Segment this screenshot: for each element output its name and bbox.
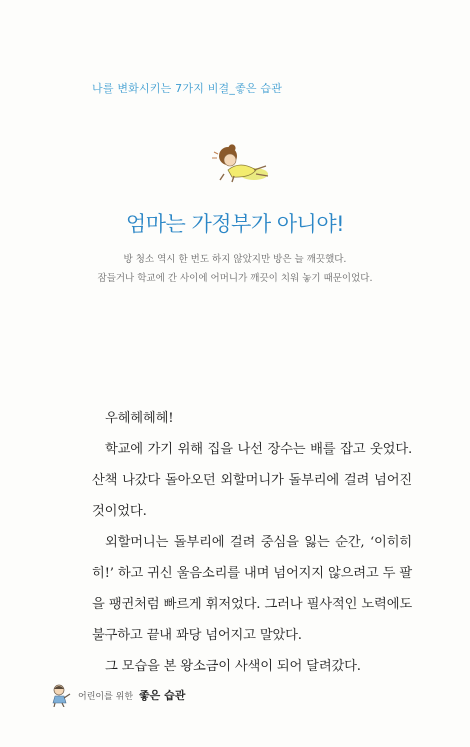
footer-book-title: 좋은 습관 [139, 689, 186, 702]
series-title: 나를 변화시키는 7가지 비결_좋은 습관 [92, 82, 283, 95]
paragraph: 학교에 가기 위해 집을 나선 장수는 배를 잡고 웃었다. 산책 나갔다 돌아오던 외할머니가 돌부리에 걸려 넘어진 것이었다. [92, 442, 412, 519]
paragraph: 외할머니는 돌부리에 걸려 중심을 잃는 순간, ‘이히히히!’ 하고 귀신 울음소리를 내며 넘어지지 않으려고 두 팔을 팽귄처럼 빠르게 휘저었다. 그러나 필사적인 노력에도 불구하고 끝내 꽈당 넘어지고 말았다. [92, 535, 412, 643]
chapter-title: 엄마는 가정부가 아니야! [125, 212, 345, 236]
summary-line: 방 청소 역시 한 번도 하지 않았지만 방은 늘 깨끗했다. [123, 254, 347, 265]
crawling-mother-illustration [210, 140, 272, 186]
chapter-summary [0, 250, 470, 288]
paragraph: 우헤헤헤헤! [105, 411, 174, 426]
footer-series-label: 어린이를 위한 [78, 691, 134, 702]
page-footer [50, 683, 185, 707]
body-text [92, 403, 412, 682]
summary-line: 잠들거나 학교에 간 사이에 어머니가 깨끗이 치워 놓기 때문이었다. [97, 273, 373, 284]
child-mascot-icon [50, 683, 72, 707]
paragraph: 그 모습을 본 왕소금이 사색이 되어 달려갔다. [105, 659, 361, 674]
